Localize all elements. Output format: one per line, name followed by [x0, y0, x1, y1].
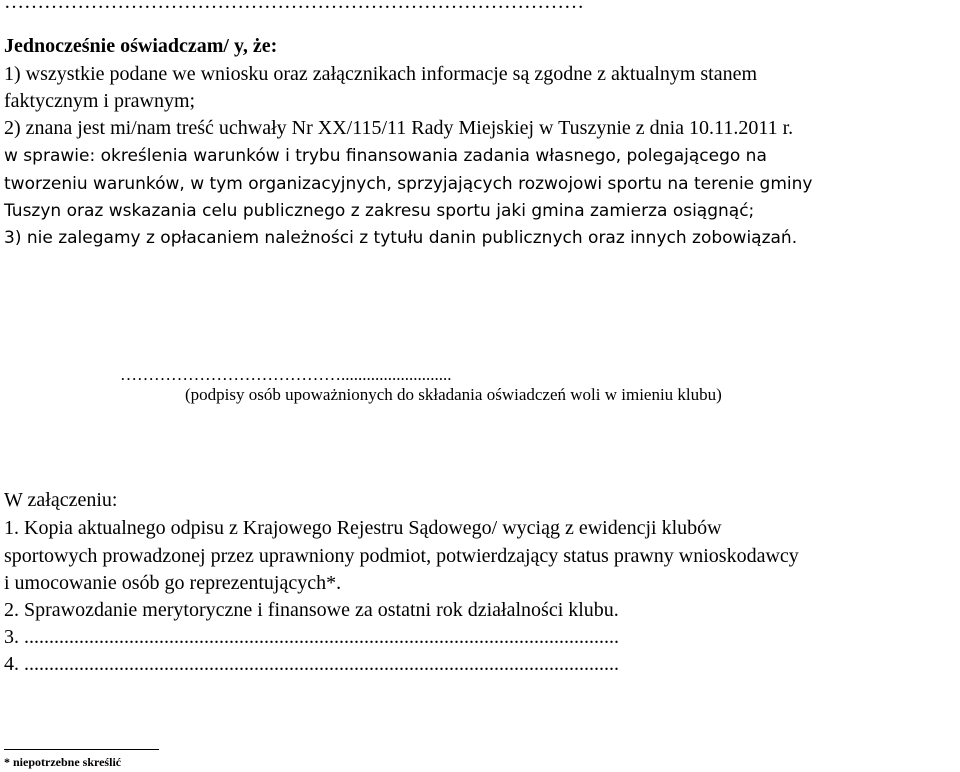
declaration-line: w sprawie: określenia warunków i trybu finansowania zadania własnego, polegającego na	[4, 146, 767, 166]
declaration-heading: Jednocześnie oświadczam/ y, że:	[4, 35, 278, 57]
signature-caption: (podpisy osób upoważnionych do składania oświadczeń woli w imieniu klubu)	[185, 385, 722, 404]
attachment-item: sportowych prowadzonej przez uprawniony podmiot, potwierdzający status prawny wnioskodawcy	[4, 545, 799, 567]
declaration-line: tworzeniu warunków, w tym organizacyjnych, sprzyjających rozwojowi sportu na terenie gminy	[4, 174, 813, 194]
footnote: * niepotrzebne skreślić	[4, 755, 122, 769]
declaration-line: 2) znana jest mi/nam treść uchwały Nr XX/115/11 Rady Miejskiej w Tuszynie z dnia 10.11.2011 r.	[4, 117, 794, 139]
attachment-item: 2. Sprawozdanie merytoryczne i finansowe za ostatni rok działalności klubu.	[4, 599, 619, 621]
attachments-heading: W załączeniu:	[4, 489, 118, 511]
declaration-line: 1) wszystkie podane we wniosku oraz załącznikach informacje są zgodne z aktualnym stanem	[4, 63, 758, 85]
signature-dots: …………………………………..........................	[120, 365, 452, 384]
declaration-line: 3) nie zalegamy z opłacaniem należności z tytułu danin publicznych oraz innych zobowiązań.	[4, 228, 798, 248]
attachment-item: 3. .......................................................................................................................	[4, 626, 619, 648]
declaration-line: faktycznym i prawnym;	[4, 90, 196, 112]
top-dotted-line: ……………………………………………………………………………	[4, 0, 584, 13]
declaration-line: Tuszyn oraz wskazania celu publicznego z zakresu sportu jaki gmina zamierza osiągnąć;	[4, 201, 755, 221]
attachment-item: 4. .......................................................................................................................	[4, 653, 619, 675]
footnote-rule	[4, 749, 159, 750]
attachment-item: i umocowanie osób go reprezentujących*.	[4, 572, 342, 594]
attachment-item: 1. Kopia aktualnego odpisu z Krajowego Rejestru Sądowego/ wyciąg z ewidencji klubów	[4, 517, 722, 539]
